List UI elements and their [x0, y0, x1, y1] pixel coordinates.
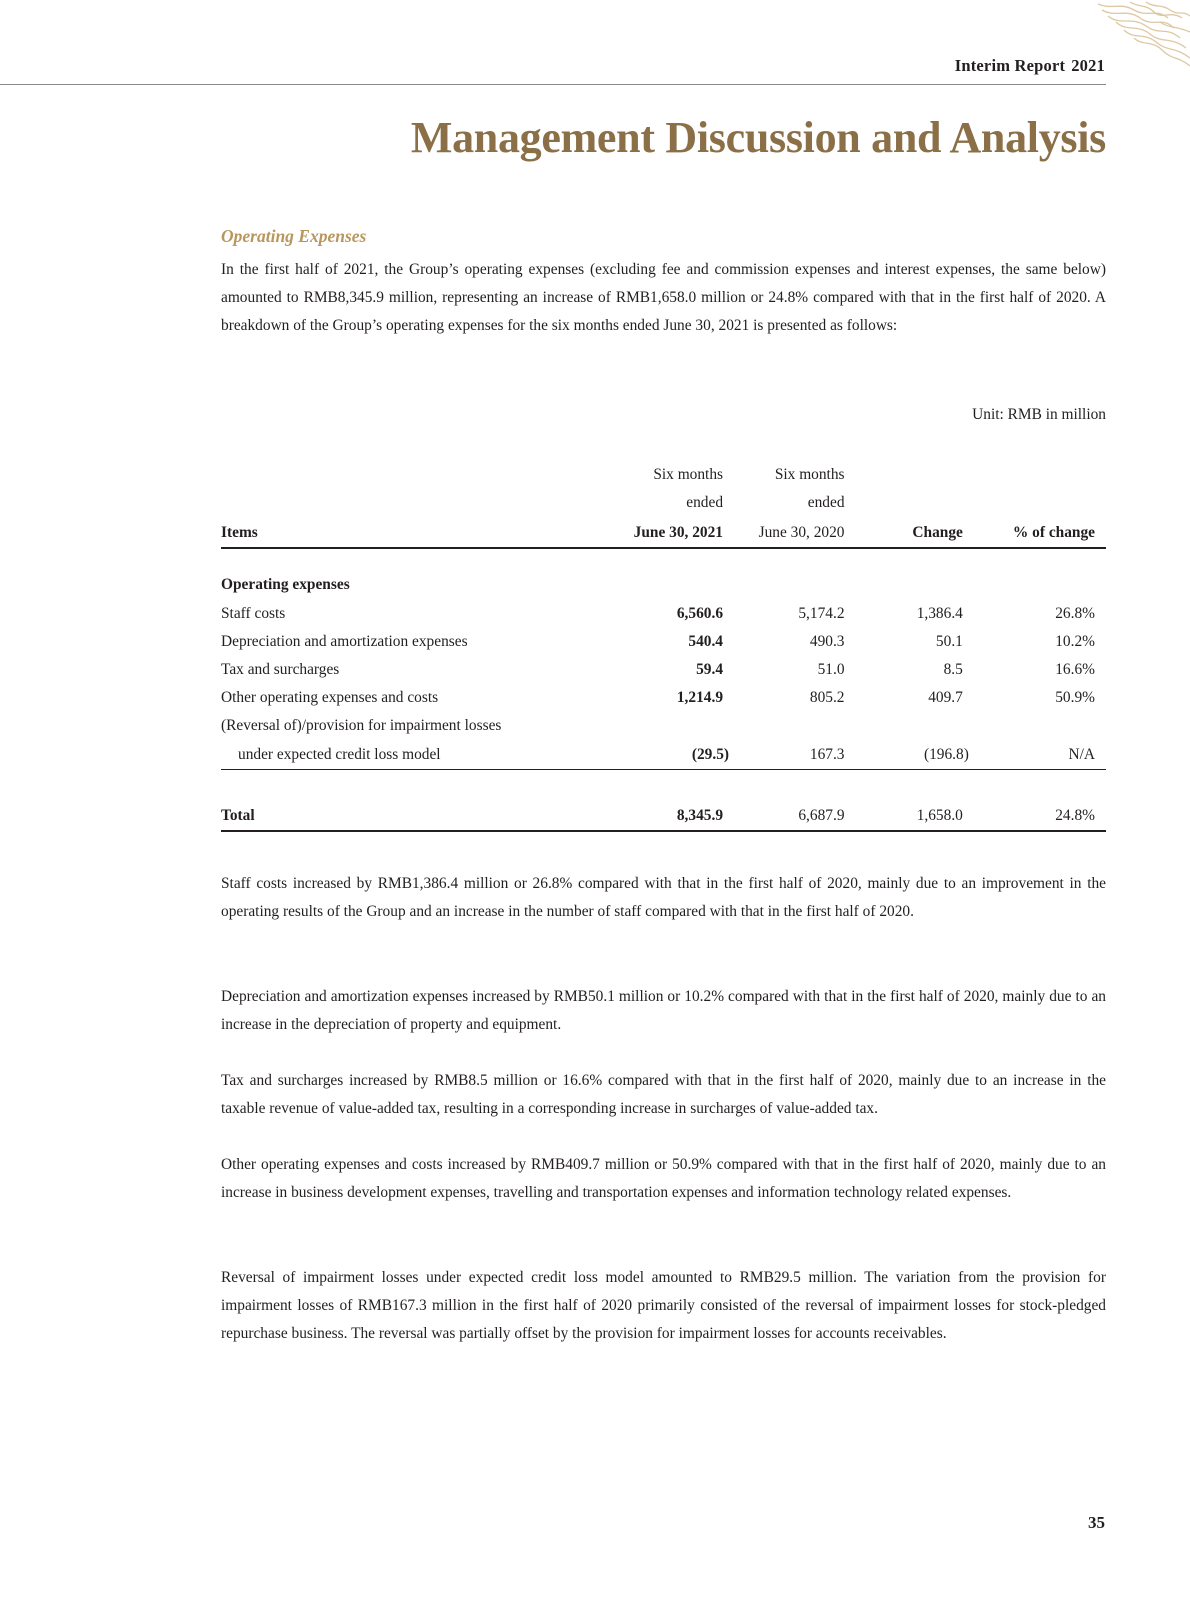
header-rule [0, 84, 1106, 85]
operating-expenses-table [221, 461, 1106, 832]
header-h1-2020-line1: Six months [774, 466, 845, 483]
running-header [955, 56, 1105, 76]
table-header-row-3 [221, 517, 1106, 548]
report-year: 2021 [1071, 56, 1105, 75]
header-h1-2020-line3: June 30, 2020 [723, 517, 845, 548]
intro-paragraph: In the first half of 2021, the Group’s operating expenses (excluding fee and commission expenses and interest expenses, the same below) amounted to RMB8,345.9 million, representing an increase of RMB1,658.0 million or 24.8% compared with that in the first half of 2020. A breakdown of the Group’s operating expenses for the six months ended June 30, 2021 is presented as follows: [221, 261, 1106, 335]
wave-ornament-icon [1090, 0, 1190, 72]
group-label-row [221, 571, 1106, 599]
table-row: Other operating expenses and costs 1,214.9 805.2 409.7 50.9% [221, 689, 1095, 707]
header-items: Items [221, 517, 617, 548]
table-row: Depreciation and amortization expenses 540.4 490.3 50.1 10.2% [221, 632, 1095, 650]
depreciation-paragraph: Depreciation and amortization expenses increased by RMB50.1 million or 10.2% compared with that in the first half of 2020, mainly due to an increase in the depreciation of property and equipment. [221, 988, 1106, 1034]
tax-surcharges-paragraph: Tax and surcharges increased by RMB8.5 million or 16.6% compared with that in the first half of 2020, mainly due to an increase in the taxable revenue of value-added tax, resulting in a corresponding increase in surcharges of value-added tax. [221, 1072, 1106, 1118]
table-row: Tax and surcharges 59.4 51.0 8.5 16.6% [221, 661, 1095, 679]
other-expenses-paragraph: Other operating expenses and costs increased by RMB409.7 million or 50.9% compared with that in the first half of 2020, mainly due to an increase in business development expenses, travelling and transportation expenses and information technology related expenses. [221, 1156, 1106, 1202]
header-h1-2020-line2: ended [807, 494, 845, 512]
header-pct-change: % of change [963, 517, 1106, 548]
report-name: Interim Report [954, 56, 1066, 75]
staff-costs-paragraph: Staff costs increased by RMB1,386.4 million or 26.8% compared with that in the first half of 2020, mainly due to an improvement in the operating results of the Group and an increase in the number of staff compared with that in the first half of 2020. [221, 875, 1106, 921]
table-row: (Reversal of)/provision for impairment losses [221, 717, 502, 735]
page-number: 35 [1088, 1513, 1105, 1532]
header-h1-2021-line2: ended [686, 494, 724, 512]
section-heading: Operating Expenses [221, 226, 367, 246]
page-title: Management Discussion and Analysis [410, 113, 1106, 162]
header-h1-2021-line1: Six months [653, 466, 724, 483]
table-header-row-1 [221, 461, 1106, 489]
unit-label: Unit: RMB in million [972, 406, 1106, 423]
total-row: Total 8,345.9 6,687.9 1,658.0 24.8% [221, 802, 1106, 831]
table-row: Staff costs 6,560.6 5,174.2 1,386.4 26.8% [221, 604, 1095, 622]
table-row: under expected credit loss model (29.5) 167.3 (196.8) N/A [221, 741, 1106, 770]
header-change: Change [845, 517, 963, 548]
table-header-row-2 [221, 489, 1106, 517]
impairment-paragraph: Reversal of impairment losses under expected credit loss model amounted to RMB29.5 million. The variation from the provision for impairment losses of RMB167.3 million in the first half of 2020 primarily consisted of the reversal of impairment losses for stock-pledged repurchase business. The reversal was partially offset by the provision for impairment losses for accounts receivables. [221, 1269, 1106, 1343]
header-h1-2021-line3: June 30, 2021 [617, 517, 723, 548]
group-label: Operating expenses [221, 576, 350, 594]
